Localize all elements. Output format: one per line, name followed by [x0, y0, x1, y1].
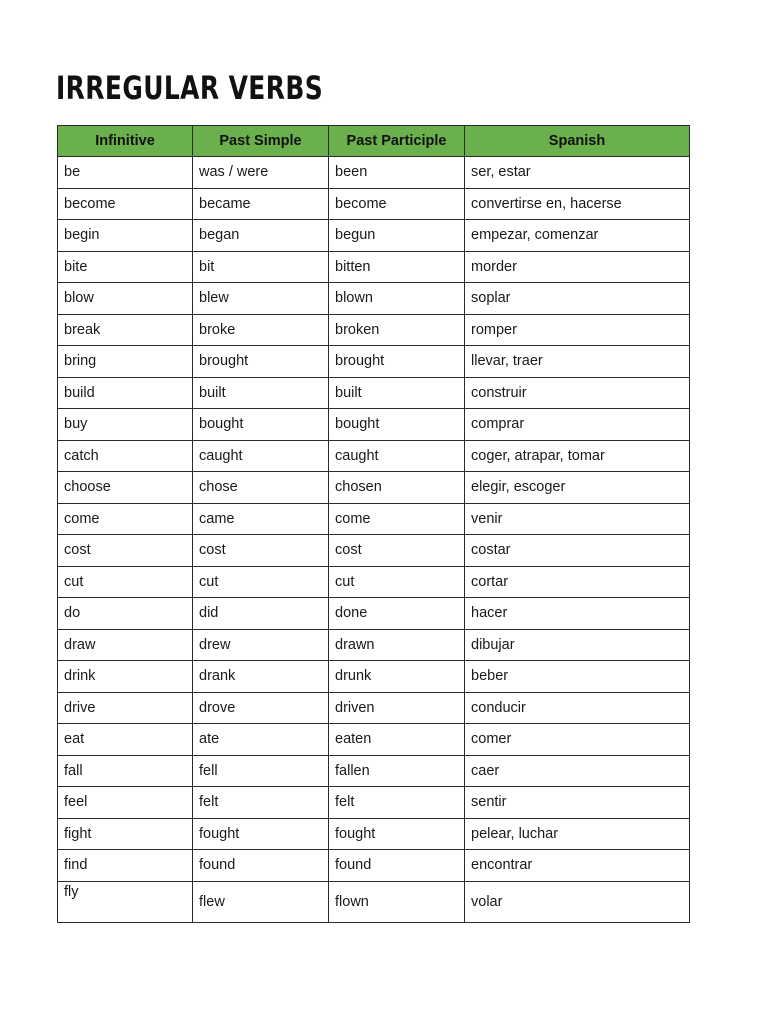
table-row — [58, 440, 690, 472]
table-row — [58, 692, 690, 724]
cell-past-simple: caught — [193, 440, 329, 472]
cell-past-participle: driven — [329, 692, 465, 724]
cell-spanish: empezar, comenzar — [465, 220, 690, 252]
cell-infinitive: break — [58, 314, 193, 346]
cell-past-simple: fought — [193, 818, 329, 850]
cell-infinitive: cut — [58, 566, 193, 598]
table-row — [58, 818, 690, 850]
table-row — [58, 472, 690, 504]
table-row — [58, 346, 690, 378]
cell-infinitive: feel — [58, 787, 193, 819]
cell-past-participle: broken — [329, 314, 465, 346]
cell-past-participle: begun — [329, 220, 465, 252]
cell-past-participle: built — [329, 377, 465, 409]
cell-past-simple: ate — [193, 724, 329, 756]
header-spanish: Spanish — [465, 126, 690, 157]
cell-past-participle: become — [329, 188, 465, 220]
table-row — [58, 503, 690, 535]
table-header-row — [58, 126, 690, 157]
table-body — [58, 157, 690, 923]
table-row — [58, 157, 690, 189]
cell-infinitive: come — [58, 503, 193, 535]
cell-infinitive: fight — [58, 818, 193, 850]
cell-spanish: hacer — [465, 598, 690, 630]
header-infinitive: Infinitive — [58, 126, 193, 157]
cell-past-participle: chosen — [329, 472, 465, 504]
cell-infinitive: become — [58, 188, 193, 220]
cell-past-simple: fell — [193, 755, 329, 787]
table-row — [58, 220, 690, 252]
cell-infinitive: begin — [58, 220, 193, 252]
table-row — [58, 251, 690, 283]
table-row — [58, 535, 690, 567]
cell-past-simple: blew — [193, 283, 329, 315]
cell-past-participle: found — [329, 850, 465, 882]
cell-spanish: dibujar — [465, 629, 690, 661]
header-past-participle: Past Participle — [329, 126, 465, 157]
cell-past-simple: built — [193, 377, 329, 409]
table-row — [58, 661, 690, 693]
cell-infinitive: eat — [58, 724, 193, 756]
cell-infinitive: draw — [58, 629, 193, 661]
cell-spanish: convertirse en, hacerse — [465, 188, 690, 220]
cell-spanish: romper — [465, 314, 690, 346]
cell-past-participle: done — [329, 598, 465, 630]
cell-spanish: soplar — [465, 283, 690, 315]
cell-infinitive: choose — [58, 472, 193, 504]
cell-spanish: encontrar — [465, 850, 690, 882]
table-row — [58, 598, 690, 630]
cell-past-participle: cost — [329, 535, 465, 567]
cell-infinitive: catch — [58, 440, 193, 472]
cell-spanish: costar — [465, 535, 690, 567]
cell-past-simple: cut — [193, 566, 329, 598]
cell-past-simple: flew — [193, 881, 329, 922]
cell-past-participle: bitten — [329, 251, 465, 283]
cell-past-simple: began — [193, 220, 329, 252]
cell-spanish: conducir — [465, 692, 690, 724]
cell-past-simple: bought — [193, 409, 329, 441]
cell-infinitive: do — [58, 598, 193, 630]
cell-past-simple: drank — [193, 661, 329, 693]
cell-spanish: comer — [465, 724, 690, 756]
cell-past-simple: felt — [193, 787, 329, 819]
cell-past-participle: brought — [329, 346, 465, 378]
cell-past-participle: fought — [329, 818, 465, 850]
cell-past-participle: fallen — [329, 755, 465, 787]
cell-spanish: llevar, traer — [465, 346, 690, 378]
cell-past-simple: was / were — [193, 157, 329, 189]
cell-infinitive: fly — [58, 881, 193, 922]
cell-past-participle: come — [329, 503, 465, 535]
cell-infinitive: build — [58, 377, 193, 409]
page-title: IRREGULAR VERBS — [56, 69, 324, 107]
table-row — [58, 409, 690, 441]
cell-spanish: comprar — [465, 409, 690, 441]
cell-past-participle: been — [329, 157, 465, 189]
cell-infinitive: find — [58, 850, 193, 882]
cell-past-participle: eaten — [329, 724, 465, 756]
cell-spanish: sentir — [465, 787, 690, 819]
cell-infinitive: fall — [58, 755, 193, 787]
cell-past-simple: cost — [193, 535, 329, 567]
cell-past-simple: brought — [193, 346, 329, 378]
cell-past-simple: bit — [193, 251, 329, 283]
table-row — [58, 188, 690, 220]
table-row — [58, 566, 690, 598]
cell-past-simple: found — [193, 850, 329, 882]
table-row — [58, 629, 690, 661]
cell-past-participle: drawn — [329, 629, 465, 661]
cell-past-simple: drove — [193, 692, 329, 724]
cell-past-simple: did — [193, 598, 329, 630]
cell-infinitive: drink — [58, 661, 193, 693]
table-row — [58, 850, 690, 882]
cell-spanish: venir — [465, 503, 690, 535]
cell-past-simple: chose — [193, 472, 329, 504]
cell-past-simple: became — [193, 188, 329, 220]
cell-spanish: construir — [465, 377, 690, 409]
table-row — [58, 755, 690, 787]
cell-spanish: caer — [465, 755, 690, 787]
cell-past-participle: cut — [329, 566, 465, 598]
header-past-simple: Past Simple — [193, 126, 329, 157]
cell-past-participle: flown — [329, 881, 465, 922]
cell-infinitive: drive — [58, 692, 193, 724]
cell-spanish: beber — [465, 661, 690, 693]
irregular-verbs-table — [57, 125, 690, 923]
cell-spanish: coger, atrapar, tomar — [465, 440, 690, 472]
cell-infinitive: buy — [58, 409, 193, 441]
cell-infinitive: cost — [58, 535, 193, 567]
table-row — [58, 314, 690, 346]
cell-spanish: elegir, escoger — [465, 472, 690, 504]
table-row — [58, 881, 690, 922]
cell-infinitive: be — [58, 157, 193, 189]
cell-spanish: morder — [465, 251, 690, 283]
cell-infinitive: blow — [58, 283, 193, 315]
cell-infinitive: bite — [58, 251, 193, 283]
cell-past-simple: drew — [193, 629, 329, 661]
cell-past-participle: felt — [329, 787, 465, 819]
cell-past-simple: broke — [193, 314, 329, 346]
table-row — [58, 283, 690, 315]
cell-infinitive: bring — [58, 346, 193, 378]
cell-spanish: cortar — [465, 566, 690, 598]
cell-past-participle: bought — [329, 409, 465, 441]
cell-past-participle: drunk — [329, 661, 465, 693]
table-row — [58, 377, 690, 409]
cell-spanish: pelear, luchar — [465, 818, 690, 850]
cell-past-simple: came — [193, 503, 329, 535]
cell-spanish: volar — [465, 881, 690, 922]
cell-past-participle: blown — [329, 283, 465, 315]
cell-spanish: ser, estar — [465, 157, 690, 189]
table-row — [58, 724, 690, 756]
table-row — [58, 787, 690, 819]
cell-past-participle: caught — [329, 440, 465, 472]
